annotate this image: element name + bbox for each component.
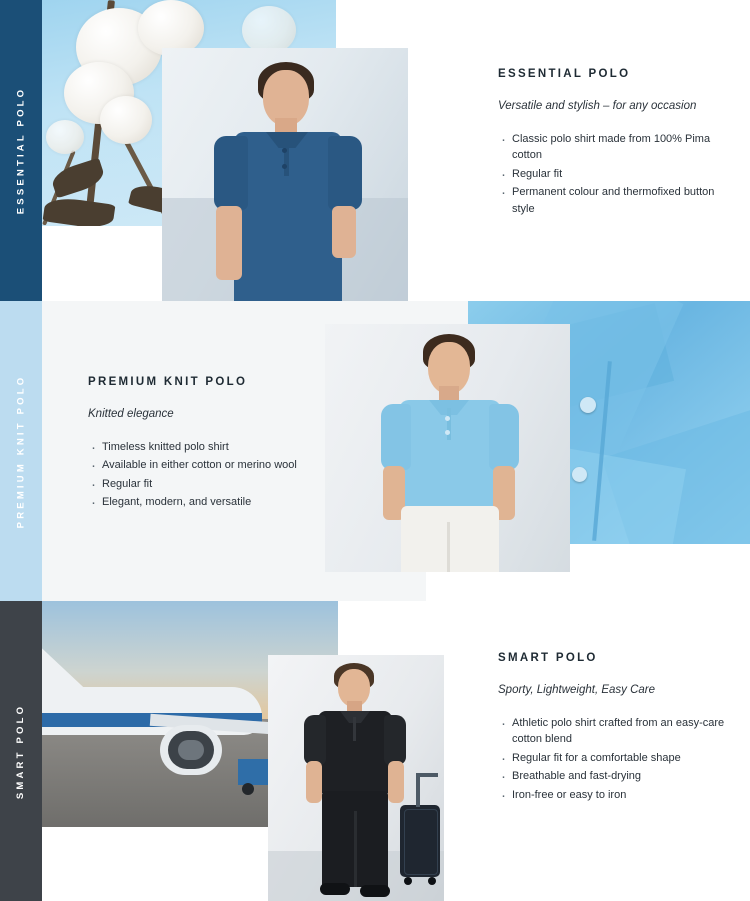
tagline-essential-polo: Versatile and stylish – for any occasion <box>498 100 697 112</box>
rail-label-smart: SMART POLO <box>15 703 27 799</box>
bullet-item: · Available in either cotton or merino wool <box>88 457 303 474</box>
tagline-smart-polo: Sporty, Lightweight, Easy Care <box>498 684 656 696</box>
bullet-item: · Breathable and fast-drying <box>498 768 728 785</box>
bullet-item: · Timeless knitted polo shirt <box>88 439 303 456</box>
bullet-item: · Permanent colour and thermofixed button style <box>498 184 728 217</box>
bullet-item: · Regular fit for a comfortable shape <box>498 750 728 767</box>
smart-polo-model-photo <box>268 655 444 901</box>
rail-premium-knit-polo <box>0 301 42 601</box>
premium-knit-polo-model-photo <box>325 324 570 572</box>
bullets-premium-knit-polo <box>88 439 303 511</box>
rail-label-essential: ESSENTIAL POLO <box>15 86 27 215</box>
bullet-item: · Regular fit <box>498 166 728 183</box>
panel-smart-polo <box>498 652 728 805</box>
bullet-item: · Regular fit <box>88 476 303 493</box>
bullet-item: · Iron-free or easy to iron <box>498 787 728 804</box>
panel-premium-knit-polo <box>88 376 303 513</box>
bullet-item: · Elegant, modern, and versatile <box>88 494 303 511</box>
bullet-item: · Athletic polo shirt crafted from an easy-care cotton blend <box>498 715 728 748</box>
rail-essential-polo <box>0 0 42 301</box>
heading-premium-knit-polo: PREMIUM KNIT POLO <box>88 376 248 388</box>
rail-label-premium: PREMIUM KNIT POLO <box>15 374 27 528</box>
bullets-essential-polo <box>498 131 728 218</box>
rail-smart-polo <box>0 601 42 901</box>
bullet-item: · Classic polo shirt made from 100% Pima cotton <box>498 131 728 164</box>
panel-essential-polo <box>498 68 728 219</box>
heading-essential-polo: ESSENTIAL POLO <box>498 68 631 80</box>
bullets-smart-polo <box>498 715 728 804</box>
heading-smart-polo: SMART POLO <box>498 652 598 664</box>
tagline-premium-knit-polo: Knitted elegance <box>88 408 174 420</box>
essential-polo-model-photo <box>162 48 408 301</box>
section-essential-polo <box>0 0 750 301</box>
